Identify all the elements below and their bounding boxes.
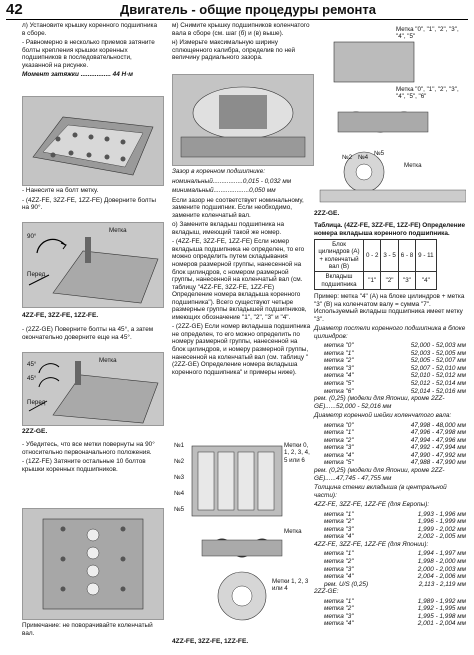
spec-label: метка "4" [324,573,354,581]
mark-label: Метка [99,357,117,364]
spec-label: метка "3" [324,444,354,452]
spec-row [314,388,466,396]
angle-label-1: 45° [27,361,37,368]
spec-value: 1,998 - 2,000 мм [417,558,466,566]
angle-label-2: 45° [27,375,37,382]
clearance-nominal: номинальный.................0,015 - 0,032 мм [172,177,292,185]
example-text: Пример: метка "4" (А) на блоке цилиндров + метка "3" (В) на коленчатом валу = сумма "7". Используемый вкладыш подшипника имеет метку "3". [314,292,465,323]
spec-value: 47,990 - 47,992 мм [410,451,466,459]
spec-row [314,372,466,380]
journal-no1-label: №1 [174,442,185,449]
journal-undersize: рем. (0,25) (модели для Японии, кроме 2ZZ-GE)......47,745 - 47,755 мм [314,467,445,482]
bore-spec-list [314,342,466,395]
spec-value: 1,994 - 1,997 мм [417,550,466,558]
clearance-title: Зазор в коренном подшипнике: [172,168,266,175]
table-cell: 6 - 8 [398,240,415,272]
spec-label: метка "6" [324,387,354,395]
verify-marks-step: - Убедитесь, что все метки повернуты на 90° относительно первоначального положения. [22,441,155,456]
step-l-detail: - Равномерно в несколько приемов затяните болты крепления крышки коренных подшипников в последовательности, указанной на рисунке. [22,39,155,69]
journal-no2-label: №2 [174,458,185,465]
journal-no3-label: №3 [174,474,185,481]
spec-value: 1,999 - 2,002 мм [417,525,466,533]
spec-label: рем. U/S (0,25) [324,580,369,588]
thickness-list-2 [314,550,466,588]
tighten-remaining-step: - (1ZZ-FE) Затяните остальные 10 болтов крышки коренных подшипников. [22,458,146,473]
column-middle [172,22,312,64]
crank-mark-label: Метка [284,528,302,535]
thickness-group-1: 4ZZ-FE, 3ZZ-FE, 1ZZ-FE (для Европы): [314,501,430,509]
spec-row [314,573,466,581]
spec-label: метка "4" [324,372,354,380]
column-right [314,222,466,628]
spec-value: 1,993 - 1,996 мм [417,510,466,518]
caption-4zz-middle: 4ZZ-FE, 3ZZ-FE, 1ZZ-FE. [172,638,249,645]
bearing-selection-table [314,239,437,290]
step-o-2zz: - (2ZZ-GE) Если номер вкладыша подшипника не определен, то его можно определить по номеру размерной группы, нанесенной на блок цилиндров, и номеру размерной группы, нанесенной на коленчатый вал (см. таблицу "(2ZZ-GE) Определение номера вкладыша коренного подшипника" и примеры ниже). [172,323,311,376]
table-cell: 3 - 5 [381,240,398,272]
table-cell: "2" [381,272,398,290]
spec-value: 1,989 - 1,992 мм [417,597,466,605]
spec-row [314,526,466,534]
journal-no4-label: №4 [174,490,185,497]
block-marks-label: Метки 0, 1, 2, 3, 4, 5 или 6 [284,442,310,464]
spec-label: метка "0" [324,342,354,350]
spec-label: метка "1" [324,349,354,357]
column-left [22,22,162,81]
table-cell: 9 - 11 [416,240,436,272]
spec-row [314,605,466,613]
bearing-marks-label: Метки 1, 2, 3 или 4 [272,578,309,593]
spec-row [314,550,466,558]
spec-row [314,558,466,566]
spec-label: метка "4" [324,451,354,459]
spec-label: метка "2" [324,436,354,444]
spec-row [314,598,466,606]
thickness-list-1 [314,511,466,541]
spec-row [314,429,466,437]
spec-value: 47,988 - 47,990 мм [410,459,466,467]
header-rule [6,19,468,20]
spec-value: 47,996 - 47,998 мм [410,429,466,437]
spec-label: метка "0" [324,421,354,429]
journal-spec-list [314,422,466,467]
journal-no2-label: №2 [342,154,353,161]
column-middle-2 [172,168,312,378]
front-label: Перед [27,399,46,406]
page-header [0,0,474,20]
tighten-45-step: - (2ZZ-GE) Поверните болты на 45°, а затем окончательно доверните еще на 45°. [22,326,154,341]
spec-value: 52,000 - 52,003 мм [410,342,466,350]
spec-value: 52,010 - 52,012 мм [410,372,466,380]
mark-bolt-step: - Нанесите на болт метку. [22,187,99,194]
spec-value: 1,992 - 1,995 мм [417,605,466,613]
caption-2zz-right: 2ZZ-GE. [314,210,340,217]
spec-row [314,350,466,358]
spec-label: метка "1" [324,550,354,558]
table-cell: "3" [398,272,415,290]
page-number: 42 [6,1,23,18]
table-cell: "4" [416,272,436,290]
spec-value: 52,014 - 52,016 мм [410,387,466,395]
spec-row [314,566,466,574]
spec-label: метка "5" [324,459,354,467]
spec-label: метка "3" [324,364,354,372]
spec-value: 52,007 - 52,010 мм [410,364,466,372]
spec-row [314,342,466,350]
journal-no4-label: №4 [358,154,369,161]
spec-row [314,511,466,519]
spec-row [314,581,466,589]
clearance-note: Если зазор не соответствует номинальному, замените подшипник. Если необходимо, замените коленчатый вал. [172,196,304,219]
step-m: м) Снимите крышку подшипников коленчатого вала в сборе (см. шаг (б) и (в) выше). [172,22,310,37]
column-left-4 [22,441,162,475]
tighten-90-step: - (4ZZ-FE, 3ZZ-FE, 1ZZ-FE) Доверните болты на 90°. [22,196,156,212]
spec-label: метка "4" [324,533,354,541]
spec-value: 52,005 - 52,007 мм [410,357,466,365]
table-title: Таблица. (4ZZ-FE, 3ZZ-FE, 1ZZ-FE) Определение номера вкладыша коренного подшипника. [314,222,466,237]
spec-value: 47,992 - 47,994 мм [410,444,466,452]
thickness-title: Толщина стенки вкладыша (в центральной части): [314,484,447,499]
spec-value: 1,996 - 1,999 мм [417,518,466,526]
figure-plastigage [172,74,314,166]
spec-row [314,452,466,460]
column-left-2 [22,187,162,214]
spec-label: метка "3" [324,612,354,620]
spec-row [314,518,466,526]
figure-bolt-sequence [22,96,164,186]
spec-value: 47,998 - 48,000 мм [410,421,466,429]
caption-2zz: 2ZZ-GE. [22,428,48,435]
spec-row [314,459,466,467]
spec-label: метка "2" [324,605,354,613]
front-label: Перед [27,271,46,278]
spec-label: метка "5" [324,379,354,387]
spec-label: метка "3" [324,525,354,533]
spec-label: метка "2" [324,518,354,526]
journal-no5-label: №5 [174,506,185,513]
spec-value: 1,995 - 1,998 мм [417,612,466,620]
spec-row [314,365,466,373]
page-title: Двигатель - общие процедуры ремонта [120,2,376,17]
step-o-4zz: - (4ZZ-FE, 3ZZ-FE, 1ZZ-FE) Если номер вкладыша подшипника не определен, то его можно определить путем складывания номеров размерной группы, нанесенной на блок цилиндров, с номером размерной группы, нанесенной на коленчатый вал (см. таблицу "4ZZ-FE, 3ZZ-FE, 1ZZ-FE) Определение номера вкладыша коренного подшипника"). Всего существуют четыре размерные группы вкладышей подшипников, имеющих обозначение "1", "2", "3" и "4". [172,238,307,321]
note: Примечание: не поворачивайте коленчатый вал. [22,622,153,637]
step-n: н) Измерьте максимальную ширину сплющенного калибра, определив по ней величину радиального зазора. [172,39,296,62]
figure-90-deg [22,222,164,308]
spec-row [314,380,466,388]
spec-label: метка "4" [324,620,354,628]
figure-bearing-marks [172,436,312,636]
block-mark-label: Метка "0", "1", "2", "3", "4", "5" [396,26,459,41]
figure-45-deg [22,352,164,426]
engine-block-illustration [23,97,163,185]
table-header-cell: Вкладыш подшипника [315,272,364,290]
journal-title: Диаметр коренной шейки коленчатого вала: [314,412,452,420]
spec-value: 52,012 - 52,014 мм [410,379,466,387]
spec-value: 2,001 - 2,004 мм [417,620,466,628]
table-cell: 0 - 2 [364,240,381,272]
figure-bolt-order [22,508,164,620]
spec-label: метка "1" [324,597,354,605]
spec-row [314,357,466,365]
mark-label: Метка [404,162,422,169]
table-row [315,240,437,272]
step-l: л) Установите крышку коренного подшипника в сборе. [22,22,158,37]
spec-row [314,620,466,628]
column-left-3 [22,326,162,343]
spec-row [314,422,466,430]
table-row [315,272,437,290]
spec-label: метка "3" [324,565,354,573]
figure-2zz-marks [314,22,466,208]
spec-label: метка "2" [324,558,354,566]
angle-label: 90° [27,233,37,240]
spec-value: 2,113 - 2,119 мм [418,580,466,588]
mark-label: Метка [109,227,127,234]
bore-oversize: рем. (0,25) (модели для Японии, кроме 2ZZ-GE)......52,000 - 52,016 мм [314,395,445,410]
table-header-cell: Блок цилиндров (А) + коленчатый вал (В) [315,240,364,272]
step-o: о) Замените вкладыш подшипника на вкладыш, имеющий такой же номер. [172,221,285,236]
spec-label: метка "1" [324,429,354,437]
caption-4zz: 4ZZ-FE, 3ZZ-FE, 1ZZ-FE. [22,312,99,319]
spec-value: 2,004 - 2,006 мм [417,573,466,581]
spec-row [314,444,466,452]
table-cell: "1" [364,272,381,290]
bore-title: Диаметр постели коренного подшипника в блоке цилиндров: [314,325,466,340]
thickness-list-3 [314,598,466,628]
spec-label: метка "2" [324,357,354,365]
spec-label: метка "1" [324,510,354,518]
spec-row [314,613,466,621]
spec-value: 52,003 - 52,005 мм [410,349,466,357]
spec-row [314,533,466,541]
spec-row [314,437,466,445]
thickness-group-3: 2ZZ-GE: [314,588,339,596]
crank-mark-label: Метка "0", "1", "2", "3", "4", "5", "6" [396,86,459,101]
torque-spec: Момент затяжки ................. 44 Н·м [22,71,134,79]
spec-value: 2,002 - 2,005 мм [417,533,466,541]
thickness-group-2: 4ZZ-FE, 3ZZ-FE, 1ZZ-FE (для Японии): [314,540,429,548]
spec-value: 2,000 - 2,003 мм [417,565,466,573]
clearance-max: минимальный....................0,050 мм [172,187,276,195]
spec-value: 47,994 - 47,996 мм [410,436,466,444]
journal-no5-label: №5 [374,150,385,157]
